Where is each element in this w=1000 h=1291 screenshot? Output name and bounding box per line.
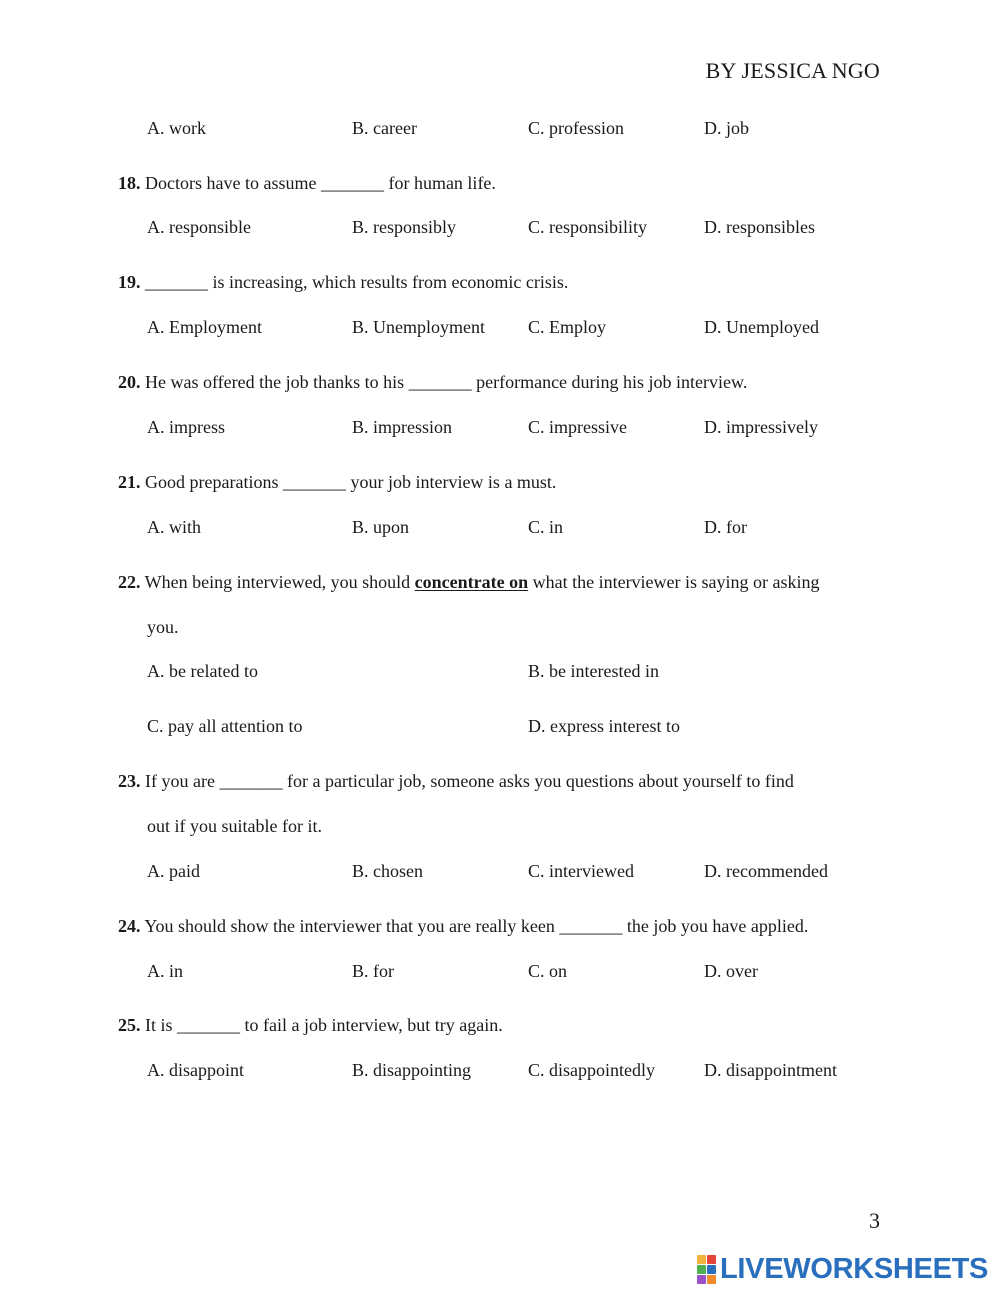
question-number: 23. bbox=[118, 771, 141, 791]
question-21 bbox=[118, 472, 556, 493]
question-24 bbox=[118, 916, 808, 937]
option-d[interactable]: D. impressively bbox=[704, 417, 818, 437]
question-text: When being interviewed, you should bbox=[140, 572, 415, 592]
option-b[interactable]: B. upon bbox=[352, 517, 410, 537]
option-b[interactable]: B. chosen bbox=[352, 861, 423, 881]
question-19 bbox=[118, 272, 568, 293]
option-d[interactable]: D. for bbox=[704, 517, 747, 537]
question-20 bbox=[118, 372, 747, 393]
option-a[interactable]: A. with bbox=[147, 517, 201, 537]
option-a[interactable]: A. responsible bbox=[147, 217, 251, 237]
option-c[interactable]: C. impressive bbox=[528, 417, 627, 437]
option-d[interactable]: D. recommended bbox=[704, 861, 828, 881]
option-b[interactable]: B. disappointing bbox=[352, 1060, 472, 1080]
question-text: You should show the interviewer that you are really keen _______ the job you have applied. bbox=[140, 916, 809, 936]
option-a[interactable]: A. disappoint bbox=[147, 1060, 244, 1080]
question-text: He was offered the job thanks to his _______ performance during his job interview. bbox=[140, 372, 748, 392]
question-text-end: what the interviewer is saying or asking bbox=[528, 572, 820, 592]
question-number: 19. bbox=[118, 272, 141, 292]
question-number: 22. bbox=[118, 572, 141, 592]
option-c[interactable]: C. interviewed bbox=[528, 861, 634, 881]
page-number: 3 bbox=[869, 1208, 880, 1233]
option-a[interactable]: A. Employment bbox=[147, 317, 262, 337]
option-d[interactable]: D. Unemployed bbox=[704, 317, 819, 337]
question-number: 24. bbox=[118, 916, 141, 936]
option-c[interactable]: C. profession bbox=[528, 118, 624, 138]
question-number: 18. bbox=[118, 173, 141, 193]
question-25 bbox=[118, 1015, 503, 1036]
question-number: 20. bbox=[118, 372, 141, 392]
question-text: Good preparations _______ your job interview is a must. bbox=[140, 472, 557, 492]
question-number: 25. bbox=[118, 1015, 141, 1035]
option-b[interactable]: B. for bbox=[352, 961, 394, 981]
question-23 bbox=[118, 771, 794, 792]
option-a[interactable]: A. impress bbox=[147, 417, 225, 437]
question-18 bbox=[118, 173, 496, 194]
question-number: 21. bbox=[118, 472, 141, 492]
question-22-line2: you. bbox=[147, 617, 179, 637]
underlined-phrase: concentrate on bbox=[414, 572, 529, 592]
option-d[interactable]: D. over bbox=[704, 961, 758, 981]
option-c[interactable]: C. pay all attention to bbox=[147, 716, 303, 736]
logo-text: LIVEWORKSHEETS bbox=[720, 1252, 989, 1285]
option-a[interactable]: A. in bbox=[147, 961, 183, 981]
liveworksheets-blocks-icon bbox=[697, 1255, 716, 1284]
option-d[interactable]: D. disappointment bbox=[704, 1060, 837, 1080]
option-c[interactable]: C. responsibility bbox=[528, 217, 648, 237]
option-b[interactable]: B. career bbox=[352, 118, 417, 138]
option-a[interactable]: A. be related to bbox=[147, 661, 258, 681]
author-header: BY JESSICA NGO bbox=[705, 58, 880, 83]
option-b[interactable]: B. impression bbox=[352, 417, 453, 437]
option-a[interactable]: A. work bbox=[147, 118, 206, 138]
question-22 bbox=[118, 572, 820, 593]
question-text: Doctors have to assume _______ for human life. bbox=[140, 173, 496, 193]
option-b[interactable]: B. responsibly bbox=[352, 217, 457, 237]
option-c[interactable]: C. on bbox=[528, 961, 568, 981]
option-b[interactable]: B. Unemployment bbox=[352, 317, 485, 337]
option-c[interactable]: C. Employ bbox=[528, 317, 607, 337]
option-c[interactable]: C. in bbox=[528, 517, 564, 537]
option-d[interactable]: D. responsibles bbox=[704, 217, 815, 237]
liveworksheets-logo[interactable] bbox=[697, 1252, 988, 1286]
question-23-line2: out if you suitable for it. bbox=[147, 816, 322, 836]
question-text: _______ is increasing, which results from economic crisis. bbox=[140, 272, 569, 292]
option-b[interactable]: B. be interested in bbox=[528, 661, 659, 681]
option-d[interactable]: D. job bbox=[704, 118, 749, 138]
option-d[interactable]: D. express interest to bbox=[528, 716, 680, 736]
question-text: If you are _______ for a particular job, someone asks you questions about yourself to find bbox=[140, 771, 794, 791]
option-c[interactable]: C. disappointedly bbox=[528, 1060, 655, 1080]
question-text: It is _______ to fail a job interview, but try again. bbox=[140, 1015, 503, 1035]
option-a[interactable]: A. paid bbox=[147, 861, 200, 881]
